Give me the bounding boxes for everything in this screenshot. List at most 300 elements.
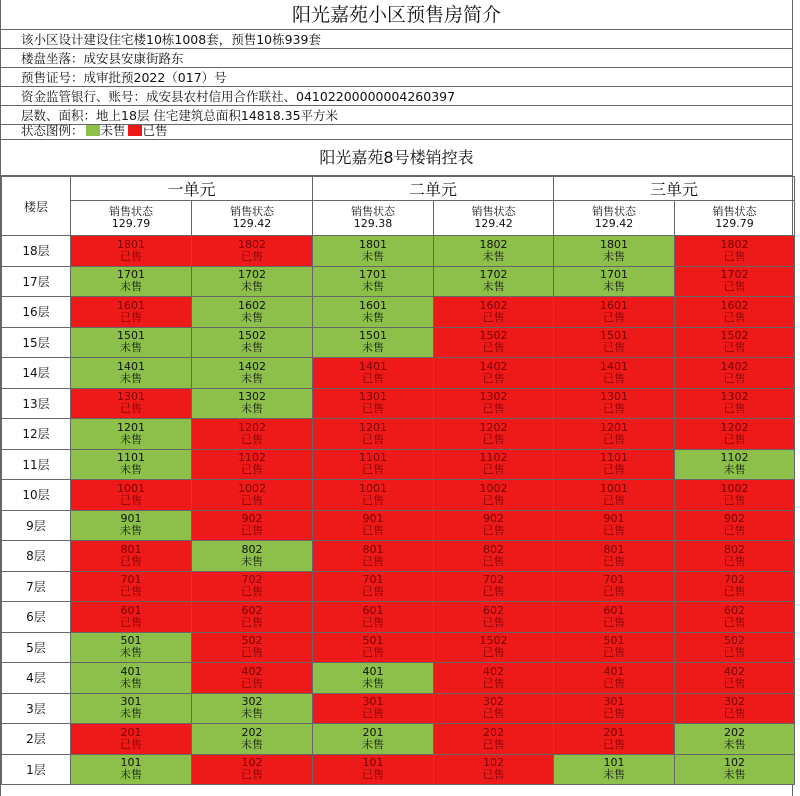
sale-status: 已售 xyxy=(723,554,746,568)
room-number: 101 xyxy=(603,756,625,770)
unit-cell xyxy=(675,571,795,602)
unit-cell xyxy=(313,724,434,755)
column-subheader-row xyxy=(2,201,795,236)
unit-2-header: 二单元 xyxy=(313,177,554,201)
room-number: 1101 xyxy=(600,451,629,465)
unit-cell xyxy=(675,510,795,541)
unit-cell xyxy=(434,724,554,755)
room-number: 1302 xyxy=(479,390,508,404)
room-number: 702 xyxy=(241,573,263,587)
room-number: 201 xyxy=(362,725,384,739)
unit-cell xyxy=(434,510,554,541)
unit-cell xyxy=(554,419,675,450)
sale-status: 未售 xyxy=(241,310,263,324)
unit-cell xyxy=(675,419,795,450)
floor-label: 18层 xyxy=(2,236,71,267)
unit-cell xyxy=(554,266,675,297)
unit-cell xyxy=(192,449,313,480)
room-number: 302 xyxy=(483,695,505,709)
sale-status: 已售 xyxy=(482,371,505,385)
status-label: 销售状态 xyxy=(351,205,396,218)
room-number: 401 xyxy=(603,664,625,678)
unit-cell xyxy=(313,297,434,328)
room-number: 701 xyxy=(362,573,384,587)
sale-status: 已售 xyxy=(723,615,746,629)
unit-cell xyxy=(434,571,554,602)
unit-cell xyxy=(71,571,192,602)
info-line-floors-area: 层数、面积：地上18层 住宅建筑总面积14818.35平方米 xyxy=(1,106,792,125)
unit-cell xyxy=(554,297,675,328)
room-number: 401 xyxy=(362,664,384,678)
floor-row xyxy=(2,388,795,419)
sale-status: 已售 xyxy=(241,615,263,629)
sale-status: 已售 xyxy=(723,707,746,721)
floor-label: 12层 xyxy=(2,419,71,450)
sale-status: 已售 xyxy=(482,768,505,782)
unit-cell xyxy=(675,541,795,572)
sale-status: 已售 xyxy=(482,646,505,660)
sale-status: 已售 xyxy=(241,463,263,477)
room-number: 1101 xyxy=(359,451,388,465)
floor-label: 1层 xyxy=(2,754,71,785)
sale-status: 未售 xyxy=(120,371,142,385)
room-number: 901 xyxy=(603,512,625,526)
sale-status: 未售 xyxy=(362,249,385,263)
sale-status: 已售 xyxy=(723,402,746,416)
unit-cell xyxy=(434,236,554,267)
room-number: 1502 xyxy=(479,329,508,343)
room-number: 302 xyxy=(724,695,746,709)
sale-status: 已售 xyxy=(723,676,746,690)
floor-label: 2层 xyxy=(2,724,71,755)
unit-cell xyxy=(192,358,313,389)
floor-label: 5层 xyxy=(2,632,71,663)
info-line-units: 该小区设计建设住宅楼10栋1008套，预售10栋939套 xyxy=(1,30,792,49)
unit-cell xyxy=(71,663,192,694)
sale-status: 未售 xyxy=(241,341,263,355)
unit-cell xyxy=(71,693,192,724)
room-number: 1701 xyxy=(600,268,629,282)
unit-cell xyxy=(313,693,434,724)
legend-unsold-label: 未售 xyxy=(100,123,126,138)
room-number: 102 xyxy=(483,756,505,770)
floor-column-header: 楼层 xyxy=(2,177,71,236)
sale-status: 未售 xyxy=(482,280,505,294)
unit-cell xyxy=(313,571,434,602)
sale-status: 已售 xyxy=(603,524,626,538)
room-number: 802 xyxy=(483,542,505,556)
unit-cell xyxy=(554,693,675,724)
floor-row xyxy=(2,754,795,785)
legend-sold-label: 已售 xyxy=(142,123,168,138)
info-line-bank-account: 资金监管银行、账号：成安县农村信用合作联社、04102200000004260397 xyxy=(1,87,792,106)
sale-status: 未售 xyxy=(482,249,505,263)
sale-status: 已售 xyxy=(723,249,746,263)
info-line-location: 楼盘坐落：成安县安康街路东 xyxy=(1,49,792,68)
room-number: 502 xyxy=(724,634,746,648)
room-number: 602 xyxy=(241,603,263,617)
sale-status: 已售 xyxy=(603,432,626,446)
sale-status: 未售 xyxy=(241,371,263,385)
unit-cell xyxy=(554,480,675,511)
sale-status: 未售 xyxy=(120,707,142,721)
sale-status: 已售 xyxy=(120,737,142,751)
room-number: 301 xyxy=(120,695,142,709)
sale-status: 已售 xyxy=(603,463,626,477)
unit-area: 129.42 xyxy=(474,217,513,230)
room-number: 901 xyxy=(120,512,142,526)
sale-status: 已售 xyxy=(362,768,385,782)
sale-status: 已售 xyxy=(241,585,263,599)
room-number: 1202 xyxy=(479,420,508,434)
room-number: 1002 xyxy=(720,481,749,495)
unit-cell xyxy=(71,297,192,328)
unit-cell xyxy=(434,693,554,724)
column-header-3 xyxy=(313,201,434,236)
room-number: 1402 xyxy=(479,359,508,373)
unit-cell xyxy=(192,419,313,450)
unit-cell xyxy=(71,632,192,663)
room-number: 202 xyxy=(483,725,505,739)
unit-cell xyxy=(71,724,192,755)
room-number: 601 xyxy=(603,603,625,617)
floor-row xyxy=(2,266,795,297)
room-number: 1601 xyxy=(600,298,629,312)
sale-status: 已售 xyxy=(362,493,385,507)
room-number: 301 xyxy=(603,695,625,709)
unit-cell xyxy=(313,632,434,663)
sale-status: 已售 xyxy=(482,432,505,446)
unit-cell xyxy=(313,266,434,297)
sale-status: 已售 xyxy=(120,310,142,324)
unit-area: 129.42 xyxy=(594,217,634,230)
floor-label: 6层 xyxy=(2,602,71,633)
unit-cell xyxy=(313,541,434,572)
floor-row xyxy=(2,663,795,694)
room-number: 1802 xyxy=(479,237,508,251)
unit-cell xyxy=(71,236,192,267)
room-number: 1401 xyxy=(600,359,629,373)
legend-unsold-swatch xyxy=(86,125,100,136)
unit-cell xyxy=(71,480,192,511)
floor-row xyxy=(2,571,795,602)
sale-status: 已售 xyxy=(120,493,142,507)
room-number: 1802 xyxy=(720,237,749,251)
room-number: 402 xyxy=(724,664,746,678)
room-number: 1801 xyxy=(117,237,145,251)
floor-row xyxy=(2,480,795,511)
floor-label: 8层 xyxy=(2,541,71,572)
room-number: 701 xyxy=(603,573,625,587)
unit-cell xyxy=(71,449,192,480)
sale-status: 已售 xyxy=(723,280,746,294)
sale-status: 已售 xyxy=(723,310,746,324)
unit-cell xyxy=(554,541,675,572)
unit-cell xyxy=(313,236,434,267)
column-header-1 xyxy=(71,201,192,236)
unit-cell xyxy=(71,358,192,389)
unit-cell xyxy=(434,754,554,785)
sale-status: 未售 xyxy=(120,768,142,782)
sale-status: 已售 xyxy=(482,310,505,324)
room-number: 801 xyxy=(603,542,625,556)
sale-status: 未售 xyxy=(241,707,263,721)
unit-cell xyxy=(434,266,554,297)
unit-cell xyxy=(675,388,795,419)
room-number: 1302 xyxy=(238,390,266,404)
sale-status: 已售 xyxy=(482,676,505,690)
room-number: 1001 xyxy=(359,481,388,495)
unit-cell xyxy=(434,358,554,389)
status-label: 销售状态 xyxy=(592,205,637,218)
room-number: 1601 xyxy=(359,298,388,312)
unit-cell xyxy=(71,510,192,541)
room-number: 102 xyxy=(241,756,263,770)
room-number: 702 xyxy=(483,573,505,587)
sale-status: 已售 xyxy=(362,585,385,599)
unit-cell xyxy=(434,297,554,328)
sale-status: 已售 xyxy=(723,524,746,538)
sale-status: 未售 xyxy=(362,280,385,294)
room-number: 502 xyxy=(241,634,263,648)
room-number: 1102 xyxy=(720,451,749,465)
unit-cell xyxy=(554,358,675,389)
room-number: 501 xyxy=(362,634,384,648)
floor-label: 9层 xyxy=(2,510,71,541)
room-number: 1701 xyxy=(359,268,388,282)
room-number: 1602 xyxy=(238,298,266,312)
sale-status: 未售 xyxy=(603,280,626,294)
room-number: 1401 xyxy=(359,359,388,373)
sale-status: 未售 xyxy=(120,463,142,477)
unit-cell xyxy=(192,693,313,724)
room-number: 1202 xyxy=(720,420,749,434)
sale-status: 已售 xyxy=(362,463,385,477)
sale-status: 未售 xyxy=(120,676,142,690)
sale-status: 已售 xyxy=(723,585,746,599)
unit-cell xyxy=(192,724,313,755)
room-number: 202 xyxy=(241,725,263,739)
unit-cell xyxy=(71,541,192,572)
unit-cell xyxy=(675,358,795,389)
sale-status: 未售 xyxy=(723,463,746,477)
sale-status: 已售 xyxy=(482,554,505,568)
room-number: 701 xyxy=(120,573,142,587)
room-number: 802 xyxy=(724,542,746,556)
room-number: 1301 xyxy=(359,390,388,404)
floor-row xyxy=(2,724,795,755)
room-number: 902 xyxy=(241,512,263,526)
sale-status: 已售 xyxy=(241,768,263,782)
unit-cell xyxy=(192,236,313,267)
floor-label: 4层 xyxy=(2,663,71,694)
sale-status: 已售 xyxy=(603,585,626,599)
unit-cell xyxy=(554,571,675,602)
unit-cell xyxy=(675,602,795,633)
unit-cell xyxy=(192,754,313,785)
sale-status: 已售 xyxy=(241,493,263,507)
sale-status: 未售 xyxy=(120,432,142,446)
sale-status: 未售 xyxy=(723,737,746,751)
sale-status: 未售 xyxy=(241,280,263,294)
room-number: 901 xyxy=(362,512,384,526)
room-number: 601 xyxy=(120,603,142,617)
room-number: 1801 xyxy=(600,237,629,251)
sale-status: 已售 xyxy=(603,646,626,660)
unit-cell xyxy=(554,663,675,694)
unit-cell xyxy=(192,327,313,358)
unit-cell xyxy=(313,663,434,694)
legend-sold-swatch xyxy=(128,125,142,136)
page-title: 阳光嘉苑小区预售房简介 xyxy=(1,0,792,30)
floor-row xyxy=(2,602,795,633)
unit-area: 129.79 xyxy=(715,217,754,230)
unit-cell xyxy=(192,510,313,541)
status-label: 销售状态 xyxy=(230,205,274,218)
room-number: 201 xyxy=(120,725,142,739)
room-number: 1602 xyxy=(720,298,749,312)
unit-cell xyxy=(434,388,554,419)
floor-row xyxy=(2,541,795,572)
unit-cell xyxy=(675,327,795,358)
unit-cell xyxy=(434,449,554,480)
unit-cell xyxy=(313,419,434,450)
sale-status: 已售 xyxy=(362,371,385,385)
sale-status: 已售 xyxy=(603,615,626,629)
room-number: 501 xyxy=(120,634,142,648)
column-header-6 xyxy=(675,201,795,236)
sale-status: 已售 xyxy=(120,585,142,599)
unit-cell xyxy=(313,510,434,541)
sale-status: 已售 xyxy=(482,737,505,751)
room-number: 702 xyxy=(724,573,746,587)
legend-label: 状态图例： xyxy=(21,123,84,138)
unit-cell xyxy=(313,358,434,389)
unit-cell xyxy=(675,297,795,328)
sale-status: 已售 xyxy=(482,524,505,538)
sale-status: 未售 xyxy=(603,768,626,782)
sale-status: 已售 xyxy=(723,371,746,385)
floor-label: 3层 xyxy=(2,693,71,724)
sale-status: 未售 xyxy=(362,676,385,690)
room-number: 1002 xyxy=(238,481,266,495)
sale-status: 已售 xyxy=(362,402,385,416)
sale-status: 已售 xyxy=(362,615,385,629)
sale-status: 已售 xyxy=(603,707,626,721)
unit-cell xyxy=(192,388,313,419)
room-number: 1401 xyxy=(117,359,145,373)
room-number: 301 xyxy=(362,695,384,709)
sale-status: 已售 xyxy=(120,249,142,263)
unit-3-header: 三单元 xyxy=(554,177,795,201)
room-number: 1702 xyxy=(238,268,266,282)
unit-cell xyxy=(71,602,192,633)
floor-label: 15层 xyxy=(2,327,71,358)
sale-status: 已售 xyxy=(241,524,263,538)
room-number: 1502 xyxy=(479,634,508,648)
floor-label: 10层 xyxy=(2,480,71,511)
unit-area: 129.79 xyxy=(111,217,151,230)
unit-cell xyxy=(71,266,192,297)
sale-status: 已售 xyxy=(120,615,142,629)
room-number: 101 xyxy=(362,756,384,770)
sale-status: 已售 xyxy=(120,402,142,416)
unit-cell xyxy=(71,388,192,419)
unit-cell xyxy=(192,266,313,297)
status-label: 销售状态 xyxy=(712,205,757,218)
floor-row xyxy=(2,449,795,480)
room-number: 1302 xyxy=(720,390,749,404)
unit-cell xyxy=(192,632,313,663)
room-number: 1402 xyxy=(720,359,749,373)
sale-status: 已售 xyxy=(362,554,385,568)
sale-status: 未售 xyxy=(241,402,263,416)
sale-status: 未售 xyxy=(241,737,263,751)
unit-cell xyxy=(313,602,434,633)
floor-row xyxy=(2,236,795,267)
unit-cell xyxy=(554,602,675,633)
status-label: 销售状态 xyxy=(109,205,153,218)
sale-status: 已售 xyxy=(482,463,505,477)
unit-cell xyxy=(71,754,192,785)
unit-cell xyxy=(313,754,434,785)
room-number: 1201 xyxy=(359,420,388,434)
unit-cell xyxy=(192,480,313,511)
room-number: 1701 xyxy=(117,268,145,282)
room-number: 1702 xyxy=(479,268,508,282)
room-number: 802 xyxy=(241,542,263,556)
unit-cell xyxy=(313,327,434,358)
column-header-2 xyxy=(192,201,313,236)
room-number: 1802 xyxy=(238,237,266,251)
column-header-4 xyxy=(434,201,554,236)
room-number: 1202 xyxy=(238,420,266,434)
sale-status: 已售 xyxy=(241,249,263,263)
room-number: 1801 xyxy=(359,237,388,251)
sale-status: 已售 xyxy=(482,707,505,721)
sale-status: 未售 xyxy=(723,768,746,782)
room-number: 801 xyxy=(120,542,142,556)
sale-status: 已售 xyxy=(241,432,263,446)
room-number: 1201 xyxy=(600,420,629,434)
sale-status: 已售 xyxy=(120,554,142,568)
floor-row xyxy=(2,297,795,328)
room-number: 602 xyxy=(724,603,746,617)
room-number: 902 xyxy=(483,512,505,526)
unit-cell xyxy=(554,632,675,663)
floor-row xyxy=(2,327,795,358)
sale-status: 已售 xyxy=(482,341,505,355)
room-number: 101 xyxy=(120,756,142,770)
sale-status: 已售 xyxy=(603,737,626,751)
sale-status: 已售 xyxy=(603,493,626,507)
room-number: 402 xyxy=(241,664,263,678)
column-header-5 xyxy=(554,201,675,236)
sale-status: 已售 xyxy=(362,707,385,721)
sale-status: 已售 xyxy=(603,402,626,416)
sheet-title: 阳光嘉苑8号楼销控表 xyxy=(1,140,792,176)
floor-label: 13层 xyxy=(2,388,71,419)
unit-cell xyxy=(675,480,795,511)
unit-cell xyxy=(554,510,675,541)
room-number: 801 xyxy=(362,542,384,556)
sale-status: 未售 xyxy=(120,646,142,660)
room-number: 1101 xyxy=(117,451,145,465)
unit-1-header: 一单元 xyxy=(71,177,313,201)
sale-status: 未售 xyxy=(120,524,142,538)
unit-cell xyxy=(434,602,554,633)
floor-row xyxy=(2,358,795,389)
